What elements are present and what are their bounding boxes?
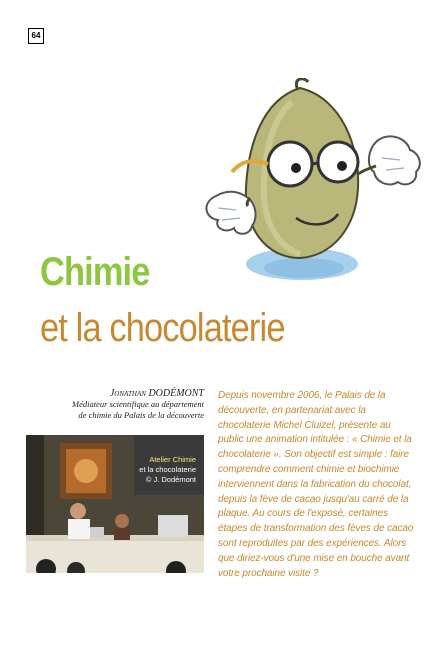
author-block bbox=[72, 388, 204, 421]
workshop-photo bbox=[26, 435, 204, 573]
photo-caption bbox=[139, 455, 196, 485]
author-name bbox=[72, 388, 204, 399]
cocoa-bean-mascot-icon bbox=[192, 78, 428, 286]
article-title: Chimie bbox=[40, 250, 150, 294]
author-role-line2: de chimie du Palais de la découverte bbox=[78, 410, 204, 420]
author-first-name: Jonathan bbox=[109, 388, 146, 399]
author-role-line1: Médiateur scientifique au département bbox=[72, 399, 204, 409]
author-last-name: DODÉMONT bbox=[148, 388, 204, 399]
photo-caption-title: Atelier Chimie bbox=[149, 455, 196, 464]
page-number: 64 bbox=[28, 28, 44, 44]
intro-paragraph: Depuis novembre 2006, le Palais de la découverte, en partenariat avec la chocolaterie Michel Cluizel, présente au public une animation intitulée : « Chimie et la chocolaterie ». Son objectif est simple : faire comprendre comment chimie et biochimie interviennent dans la fabrication du chocolat, depuis la fève de cacao jusqu'au carré de la plaque. Au cours de l'exposé, certaines étapes de transformation des fèves de cacao sont reproduites par des expériences. Alors que diriez-vous d'une mise en bouche avant votre prochaine visite ? bbox=[218, 390, 414, 579]
photo-caption-title-2: et la chocolaterie bbox=[139, 465, 196, 474]
photo-credit: © J. Dodémont bbox=[145, 475, 196, 484]
article-subtitle: et la chocolaterie bbox=[40, 306, 285, 350]
